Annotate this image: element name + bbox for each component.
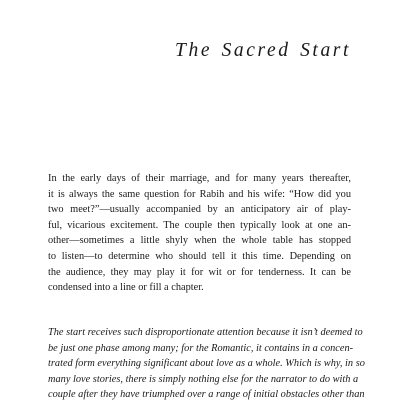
paragraph-line: the audience, they may play it for wit or for tenderness. It can be — [48, 266, 351, 278]
paragraph-line: many love stories, there is simply nothing else for the narrator to do with a — [48, 373, 359, 385]
paragraph-line: two meet?”—usually accompanied by an anticipatory air of play- — [48, 204, 351, 216]
paragraph-line: In the early days of their marriage, and for many years thereafter, — [48, 173, 351, 184]
paragraph-line: to listen—to determine who should tell it this time. Depending on — [48, 250, 351, 262]
paragraph-line: The start receives such disproportionate attention because it isn’t deemed to — [48, 327, 363, 338]
paragraph-line: couple after they have triumphed over a range of initial obstacles other than — [48, 389, 365, 400]
paragraph-line: it is always the same question for Rabih and his wife: “How did you — [48, 188, 351, 200]
chapter-title: The Sacred Start — [175, 40, 351, 61]
paragraph-line: be just one phase among many; for the Romantic, it contains in a concen- — [48, 342, 354, 354]
paragraph-line: trated form everything significant about love as a whole. Which is why, in so — [48, 358, 365, 370]
paragraph-line: other—sometimes a little shyly when the whole table has stopped — [48, 235, 351, 247]
paragraph-line: condensed into a line or fill a chapter. — [48, 282, 204, 294]
body-paragraph-1 — [48, 171, 351, 296]
paragraph-line: ful, vicarious excitement. The couple then typically look at one an- — [48, 219, 351, 231]
body-paragraph-2-italic — [48, 325, 365, 400]
